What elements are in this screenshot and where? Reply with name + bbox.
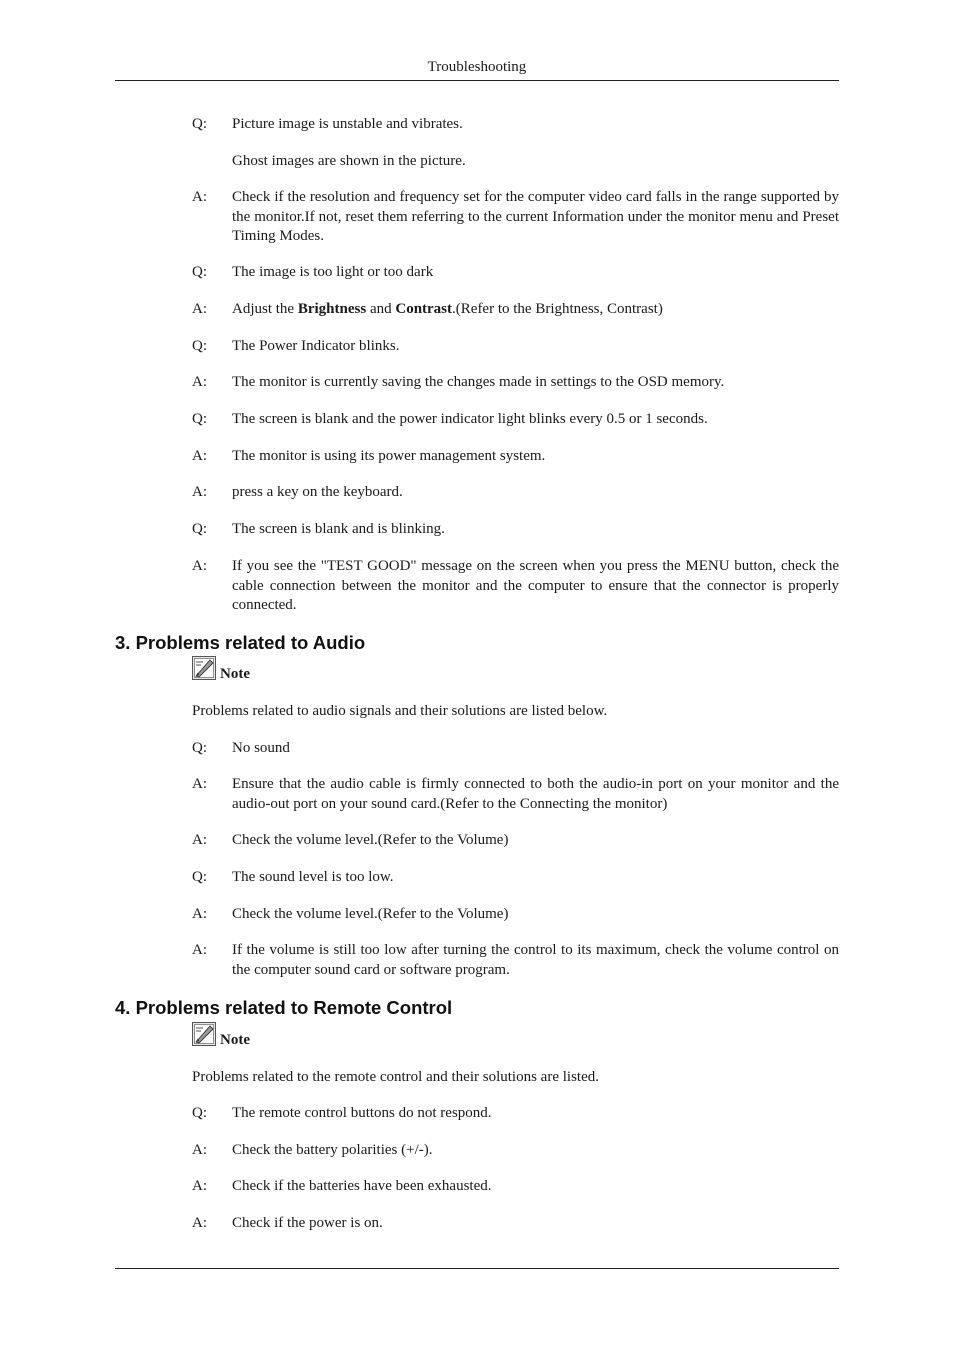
section-heading-audio: 3. Problems related to Audio [115, 632, 366, 653]
question-label: Q: [192, 264, 207, 280]
section-intro: Problems related to the remote control and their solutions are listed. [192, 1069, 599, 1085]
answer-label: A: [192, 776, 207, 792]
question-label: Q: [192, 740, 207, 756]
answer-text: If the volume is still too low after turning the control to its maximum, check the volume control on the computer sound card or software program. [232, 942, 839, 978]
footer-divider [115, 1268, 839, 1269]
answer-label: A: [192, 832, 207, 848]
contrast-term: Contrast [395, 301, 453, 317]
question-text-continued: Ghost images are shown in the picture. [232, 153, 466, 169]
answer-label: A: [192, 1178, 207, 1194]
note-pencil-icon [192, 656, 216, 680]
question-label: Q: [192, 1105, 207, 1121]
question-text: The sound level is too low. [232, 869, 394, 885]
answer-text [232, 300, 839, 320]
answer-text: Check if the power is on. [232, 1215, 383, 1231]
answer-label: A: [192, 301, 207, 317]
answer-text: Check the volume level.(Refer to the Volume) [232, 832, 509, 848]
question-label: Q: [192, 338, 207, 354]
question-text: No sound [232, 740, 290, 756]
answer-text: Ensure that the audio cable is firmly connected to both the audio-in port on your monitor and the audio-out port on your sound card.(Refer to the Connecting the monitor) [232, 776, 839, 812]
header-divider [115, 80, 839, 81]
answer-text-pre: Adjust the [232, 301, 298, 317]
answer-label: A: [192, 374, 207, 390]
question-text: The Power Indicator blinks. [232, 338, 400, 354]
answer-text: press a key on the keyboard. [232, 484, 403, 500]
question-text: The screen is blank and is blinking. [232, 521, 445, 537]
note-label: Note [220, 1032, 250, 1048]
answer-text-mid: and [366, 301, 396, 317]
question-label: Q: [192, 116, 207, 132]
answer-label: A: [192, 189, 207, 205]
answer-text: Check the battery polarities (+/-). [232, 1142, 433, 1158]
answer-text: Check the volume level.(Refer to the Volume) [232, 906, 509, 922]
question-text: The remote control buttons do not respond. [232, 1105, 492, 1121]
answer-text: Check if the batteries have been exhausted. [232, 1178, 492, 1194]
answer-label: A: [192, 558, 207, 574]
answer-label: A: [192, 942, 207, 958]
answer-text: The monitor is using its power management system. [232, 448, 546, 464]
answer-label: A: [192, 906, 207, 922]
answer-label: A: [192, 1215, 207, 1231]
question-text: The image is too light or too dark [232, 264, 434, 280]
note-label: Note [220, 666, 250, 682]
answer-label: A: [192, 448, 207, 464]
answer-text: Check if the resolution and frequency set for the computer video card falls in the range supported by the monitor.If not, reset them referring to the current Information under the monitor menu and Preset Timing Modes. [232, 189, 839, 244]
section-intro: Problems related to audio signals and their solutions are listed below. [192, 703, 608, 719]
note-pencil-icon [192, 1022, 216, 1046]
question-label: Q: [192, 411, 207, 427]
question-label: Q: [192, 521, 207, 537]
brightness-term: Brightness [297, 301, 367, 317]
answer-text: If you see the "TEST GOOD" message on the screen when you press the MENU button, check the cable connection between the monitor and the computer to ensure that the connector is properly connected. [232, 558, 839, 613]
page-header-title: Troubleshooting [427, 59, 527, 75]
answer-label: A: [192, 484, 207, 500]
question-text: The screen is blank and the power indicator light blinks every 0.5 or 1 seconds. [232, 411, 708, 427]
question-text: Picture image is unstable and vibrates. [232, 116, 463, 132]
answer-text-post: .(Refer to the Brightness, Contrast) [452, 301, 663, 317]
answer-text: The monitor is currently saving the changes made in settings to the OSD memory. [232, 374, 725, 390]
answer-label: A: [192, 1142, 207, 1158]
section-heading-remote-control: 4. Problems related to Remote Control [115, 997, 453, 1018]
question-label: Q: [192, 869, 207, 885]
